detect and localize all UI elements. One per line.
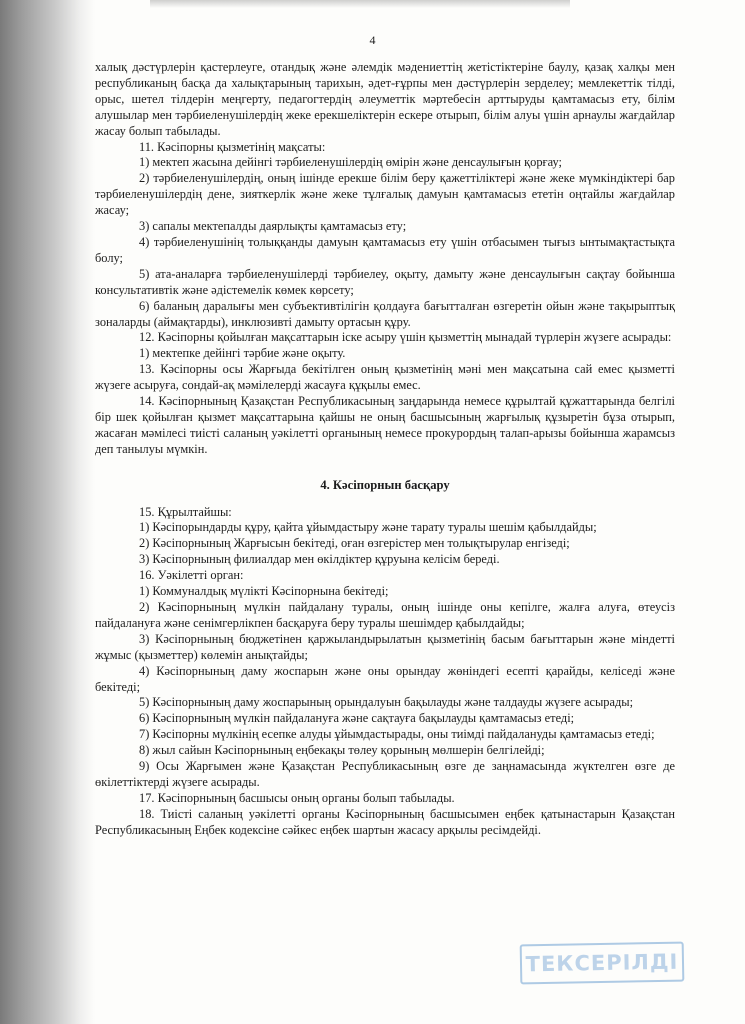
paragraph: 3) Кәсіпорнының бюджетінен қаржыландырылатын қызметінің басым бағыттарын және міндетті жұмыс (қызметтер) көлемін анықтайды; [95, 631, 675, 662]
paragraph: 7) Кәсіпорны мүлкінің есепке алуды ұйымдастырады, оны тиімді пайдалануды қамтамасыз етеді; [139, 727, 655, 742]
paragraph: 16. Уәкілетті орган: [139, 568, 244, 583]
paragraph: 6) Кәсіпорнының мүлкін пайдалануға және сақтауға бақылауды қамтамасыз етеді; [139, 711, 575, 726]
paragraph: 6) баланың даралығы мен субъективтілігін қолдауға бағытталған өзгеретін ойын және тақырыптық зоналарды (аймақтарды), инклюзивті дамыту ортасын құру. [95, 298, 675, 329]
paragraph: 8) жыл сайын Кәсіпорнының еңбекақы төлеу қорының мөлшерін белгілейді; [139, 743, 545, 758]
paragraph: 5) Кәсіпорнының даму жоспарының орындалуын бақылауды және талдауды жүзеге асырады; [139, 695, 634, 710]
paragraph: 5) ата-аналарға тәрбиеленушілерді тәрбиелеу, оқыту, дамыту және денсаулығын сақтау бойынша консультативтік және әдістемелік көмек көрсету; [95, 266, 675, 297]
paragraph: 13. Кәсіпорны осы Жарғыда бекітілген оның қызметінің мәні мен мақсатына сай емес қызметті жүзеге асыруға, сондай-ақ мәмілелерді жасауға құқылы емес. [95, 362, 675, 393]
paragraph: 3) сапалы мектепалды даярлықты қамтамасыз ету; [139, 219, 407, 234]
paragraph: 2) Кәсіпорнының Жарғысын бекітеді, оған өзгерістер мен толықтырулар енгізеді; [139, 536, 570, 551]
paragraph: 1) Коммуналдық мүлікті Кәсіпорнына бекітеді; [139, 584, 389, 599]
paragraph: 3) Кәсіпорнының филиалдар мен өкілдіктер құруына келісім береді. [139, 552, 500, 567]
paragraph: халық дәстүрлерін қастерлеуге, отандық және әлемдік мәдениеттің жетістіктеріне баулу, қазақ халқы мен республиканың басқа да халықтарының тарихын, әдет-ғұрпы мен дәстүрлерін зерделеу; мемлекеттік тілді, орыс, шетел тілдерін меңгерту, педагогтердің әлеуметтік мәртебесін арттыруды қамтамасыз ету, білім алушылар мен тәрбиеленушілердің жеке ерекшеліктерін ескере отырып, білім алуы үшін арнаулы жағдайлар жасау болып табылады. [95, 60, 675, 138]
paragraph: 2) тәрбиеленушілердің, оның ішінде ерекше білім беру қажеттіліктері және жеке мүмкіндіктері бар тәрбиеленушілердің дене, зияткерлік және жеке тұлғалық дамуын қамтамасыз ететін оңтайлы жағдайлар жасау; [95, 171, 675, 218]
paragraph: 4) тәрбиеленушінің толыққанды дамуын қамтамасыз ету үшін отбасымен тығыз ынтымақтастықта болу; [95, 234, 675, 265]
paragraph: 2) Кәсіпорнының мүлкін пайдалану туралы, оның ішінде оны кепілге, жалға алуға, өтеусіз пайдалануға және сенімгерлікпен басқаруға беру туралы шешімдер қабылдайды; [95, 600, 675, 630]
paragraph: 9) Осы Жарғымен және Қазақстан Республикасының өзге де заңнамасында жүктелген өзге де өкілеттіктерді жүзеге асырады. [95, 759, 675, 789]
verified-stamp: ТЕКСЕРІЛДІ [520, 942, 685, 985]
paragraph: 11. Кәсіпорны қызметінің мақсаты: [139, 139, 326, 154]
paragraph: 17. Кәсіпорнының басшысы оның органы болып табылады. [139, 790, 455, 805]
paragraph: 12. Кәсіпорны қойылған мақсаттарын іске асыру үшін қызметтің мынадай түрлерін жүзеге асырады: [139, 330, 672, 345]
paragraph: 1) Кәсіпорындарды құру, қайта ұйымдастыру және тарату туралы шешім қабылдайды; [139, 520, 597, 535]
paragraph: 15. Құрылтайшы: [139, 504, 232, 519]
paragraph: 14. Кәсіпорнының Қазақстан Республикасының заңдарында немесе құрылтай құжаттарында белгілі бір шек қойылған қызмет мақсаттарына қайшы не оның басшысының жарғылық құзыретін бұза отырып, жасаған мәмілесі тиісті саланың уәкілетті органының немесе прокурордың талап-арызы бойынша жарамсыз деп танылуы мүмкін. [95, 394, 675, 456]
document-body [95, 60, 675, 839]
section-heading: 4. Кәсіпорнын басқару [320, 477, 450, 492]
scan-binding-shadow [0, 0, 95, 1024]
paragraph: 18. Тиісті саланың уәкілетті органы Кәсіпорнының басшысымен еңбек қатынастарын Қазақстан Республикасының Еңбек кодексіне сәйкес еңбек шартын жасасу арқылы ресімдейді. [95, 806, 675, 837]
paragraph: 1) мектепке дейінгі тәрбие және оқыту. [139, 346, 346, 361]
page-number: 4 [369, 33, 376, 47]
paragraph: 4) Кәсіпорнының даму жоспарын және оны орындау жөніндегі есепті қарайды, келіседі және бекітеді; [95, 663, 675, 694]
paragraph: 1) мектеп жасына дейінгі тәрбиеленушілердің өмірін және денсаулығын қорғау; [139, 155, 562, 170]
scan-top-bleed [150, 0, 570, 8]
